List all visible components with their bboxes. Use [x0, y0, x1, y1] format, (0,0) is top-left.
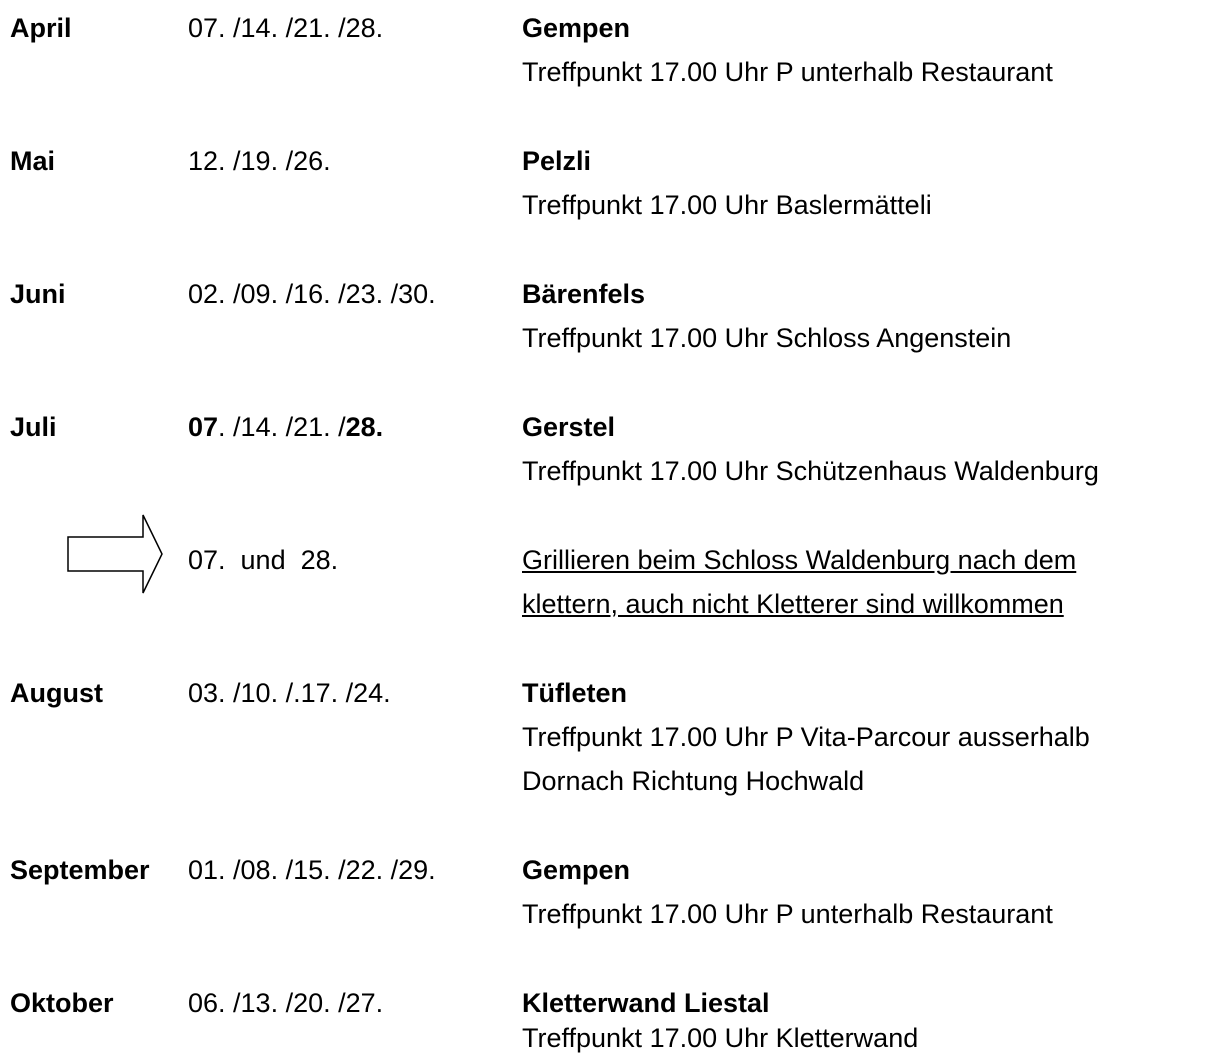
grill-text-line-1: Grillieren beim Schloss Waldenburg nach dem — [522, 545, 1077, 575]
meeting-point: Treffpunkt 17.00 Uhr Baslermätteli — [522, 190, 932, 220]
meeting-point: Treffpunkt 17.00 Uhr Kletterwand — [522, 1023, 919, 1053]
location-name: Pelzli — [522, 146, 592, 176]
grill-dates: 07. und 28. — [188, 545, 339, 575]
location-name: Gempen — [522, 855, 631, 885]
dates-text: 07. /14. /21. /28. — [188, 13, 384, 43]
month-label: Oktober — [10, 988, 114, 1018]
dates-text: 06. /13. /20. /27. — [188, 988, 384, 1018]
dates-text: 01. /08. /15. /22. /29. — [188, 855, 436, 885]
month-label: Juni — [10, 279, 66, 309]
right-arrow-icon — [67, 514, 163, 594]
dates-bold-end: 28. — [345, 412, 384, 442]
meeting-point: Treffpunkt 17.00 Uhr Schloss Angenstein — [522, 323, 1012, 353]
location-name: Kletterwand Liestal — [522, 988, 770, 1018]
location-name: Tüfleten — [522, 678, 627, 708]
month-label: Mai — [10, 146, 56, 176]
month-label: September — [10, 855, 150, 885]
dates-text: 12. /19. /26. — [188, 146, 331, 176]
location-name: Gerstel — [522, 412, 616, 442]
month-label: August — [10, 678, 103, 708]
dates-text: 03. /10. /.17. /24. — [188, 678, 391, 708]
dates-middle: . /14. /21. / — [218, 412, 346, 442]
dates-text: 02. /09. /16. /23. /30. — [188, 279, 436, 309]
meeting-point: Treffpunkt 17.00 Uhr P Vita-Parcour ausserhalb — [522, 722, 1090, 752]
month-label: Juli — [10, 412, 57, 442]
dates-text — [188, 411, 383, 444]
meeting-point-line-2: Dornach Richtung Hochwald — [522, 766, 865, 796]
dates-bold-start: 07 — [188, 412, 219, 442]
location-name: Bärenfels — [522, 279, 646, 309]
meeting-point: Treffpunkt 17.00 Uhr P unterhalb Restaurant — [522, 57, 1053, 87]
meeting-point: Treffpunkt 17.00 Uhr Schützenhaus Waldenburg — [522, 456, 1099, 486]
location-name: Gempen — [522, 13, 631, 43]
meeting-point: Treffpunkt 17.00 Uhr P unterhalb Restaurant — [522, 899, 1053, 929]
grill-text-line-2: klettern, auch nicht Kletterer sind willkommen — [522, 589, 1064, 619]
month-label: April — [10, 13, 72, 43]
